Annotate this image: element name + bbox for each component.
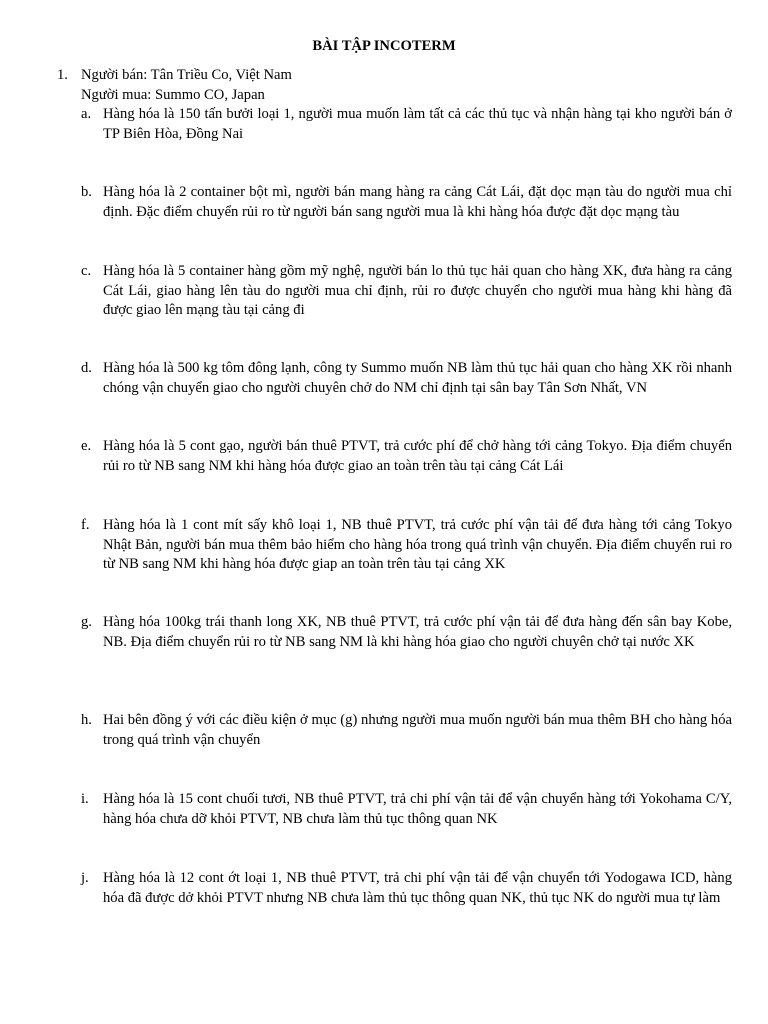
list-item-j (81, 869, 732, 908)
item-letter: c. (81, 263, 92, 279)
list-item-h (81, 711, 732, 750)
item-text: Hàng hóa là 5 cont gạo, người bán thuê PTVT, trả cước phí để chở hàng tới cảng Tokyo. Địa điểm chuyển rủi ro từ NB sang NM khi hàng hóa được giao an toàn trên tàu tại cảng Cát Lái (103, 438, 732, 474)
item-text: Hàng hóa là 12 cont ớt loại 1, NB thuê PTVT, trả chi phí vận tải để vận chuyển tới Yodogawa ICD, hàng hóa đã được dở khỏi PTVT nhưng NB chưa làm thủ tục thông quan NK, thủ tục NK do người mua tự làm (103, 870, 732, 906)
question-number: 1. (57, 67, 68, 83)
list-item-a (81, 105, 732, 144)
seller-line: Người bán: Tân Triều Co, Việt Nam (81, 67, 292, 83)
item-text: Hàng hóa là 500 kg tôm đông lạnh, công ty Summo muốn NB làm thủ tục hải quan cho hàng XK rồi nhanh chóng vận chuyển giao cho người chuyên chở do NM chỉ định tại sân bay Tân Sơn Nhất, VN (103, 360, 732, 396)
question-block (57, 66, 737, 105)
list-item-g (81, 613, 732, 652)
item-text: Hàng hóa là 150 tấn bưởi loại 1, người mua muốn làm tất cả các thủ tục và nhận hàng tại kho người bán ở TP Biên Hòa, Đồng Nai (103, 106, 732, 142)
list-item-d (81, 359, 732, 398)
item-letter: i. (81, 791, 89, 807)
page-title: BÀI TẬP INCOTERM (312, 38, 456, 54)
item-letter: e. (81, 438, 92, 454)
list-item-i (81, 790, 732, 829)
item-text: Hàng hóa là 2 container bột mì, người bán mang hàng ra cảng Cát Lái, đặt dọc mạn tàu do người mua chỉ định. Đặc điểm chuyển rủi ro từ người bán sang người mua là khi hàng hóa được đặt dọc mạng tàu (103, 184, 732, 220)
item-letter: h. (81, 712, 92, 728)
item-letter: b. (81, 184, 92, 200)
item-text: Hai bên đồng ý với các điều kiện ở mục (g) nhưng người mua muốn người bán mua thêm BH cho hàng hóa trong quá trình vận chuyển (103, 712, 732, 748)
item-text: Hàng hóa 100kg trái thanh long XK, NB thuê PTVT, trả cước phí vận tải để đưa hàng đến sân bay Kobe, NB. Địa điểm chuyển rủi ro từ NB sang NM là khi hàng hóa giao cho người chuyên chở tại nước XK (103, 614, 732, 650)
list-item-f (81, 516, 732, 575)
list-item-c (81, 262, 732, 321)
item-letter: a. (81, 106, 92, 122)
item-letter: f. (81, 517, 90, 533)
item-letter: d. (81, 360, 92, 376)
item-text: Hàng hóa là 15 cont chuối tươi, NB thuê PTVT, trả chi phí vận tải để vận chuyển hàng tới Yokohama C/Y, hàng hóa chưa dỡ khỏi PTVT, NB chưa làm thủ tục thông quan NK (103, 791, 732, 827)
list-item-b (81, 183, 732, 222)
item-text: Hàng hóa là 5 container hàng gồm mỹ nghệ, người bán lo thủ tục hải quan cho hàng XK, đưa hàng ra cảng Cát Lái, giao hàng lên tàu do người mua chỉ định, rủi ro được chuyển cho người mua hàng khi hàng đã được giao lên mạng tàu tại cảng đi (103, 263, 732, 318)
list-item-e (81, 437, 732, 476)
buyer-line: Người mua: Summo CO, Japan (81, 86, 265, 103)
item-letter: j. (81, 870, 89, 886)
item-letter: g. (81, 614, 92, 630)
item-text: Hàng hóa là 1 cont mít sấy khô loại 1, NB thuê PTVT, trả cước phí vận tải để đưa hàng tới cảng Tokyo Nhật Bản, người bán mua thêm bảo hiểm cho hàng hóa trong quá trình vận chuyển. Địa điểm chuyển rui ro từ NB sang NM khi hàng hóa được giap an toàn trên tàu tại cảng XK (103, 517, 732, 572)
